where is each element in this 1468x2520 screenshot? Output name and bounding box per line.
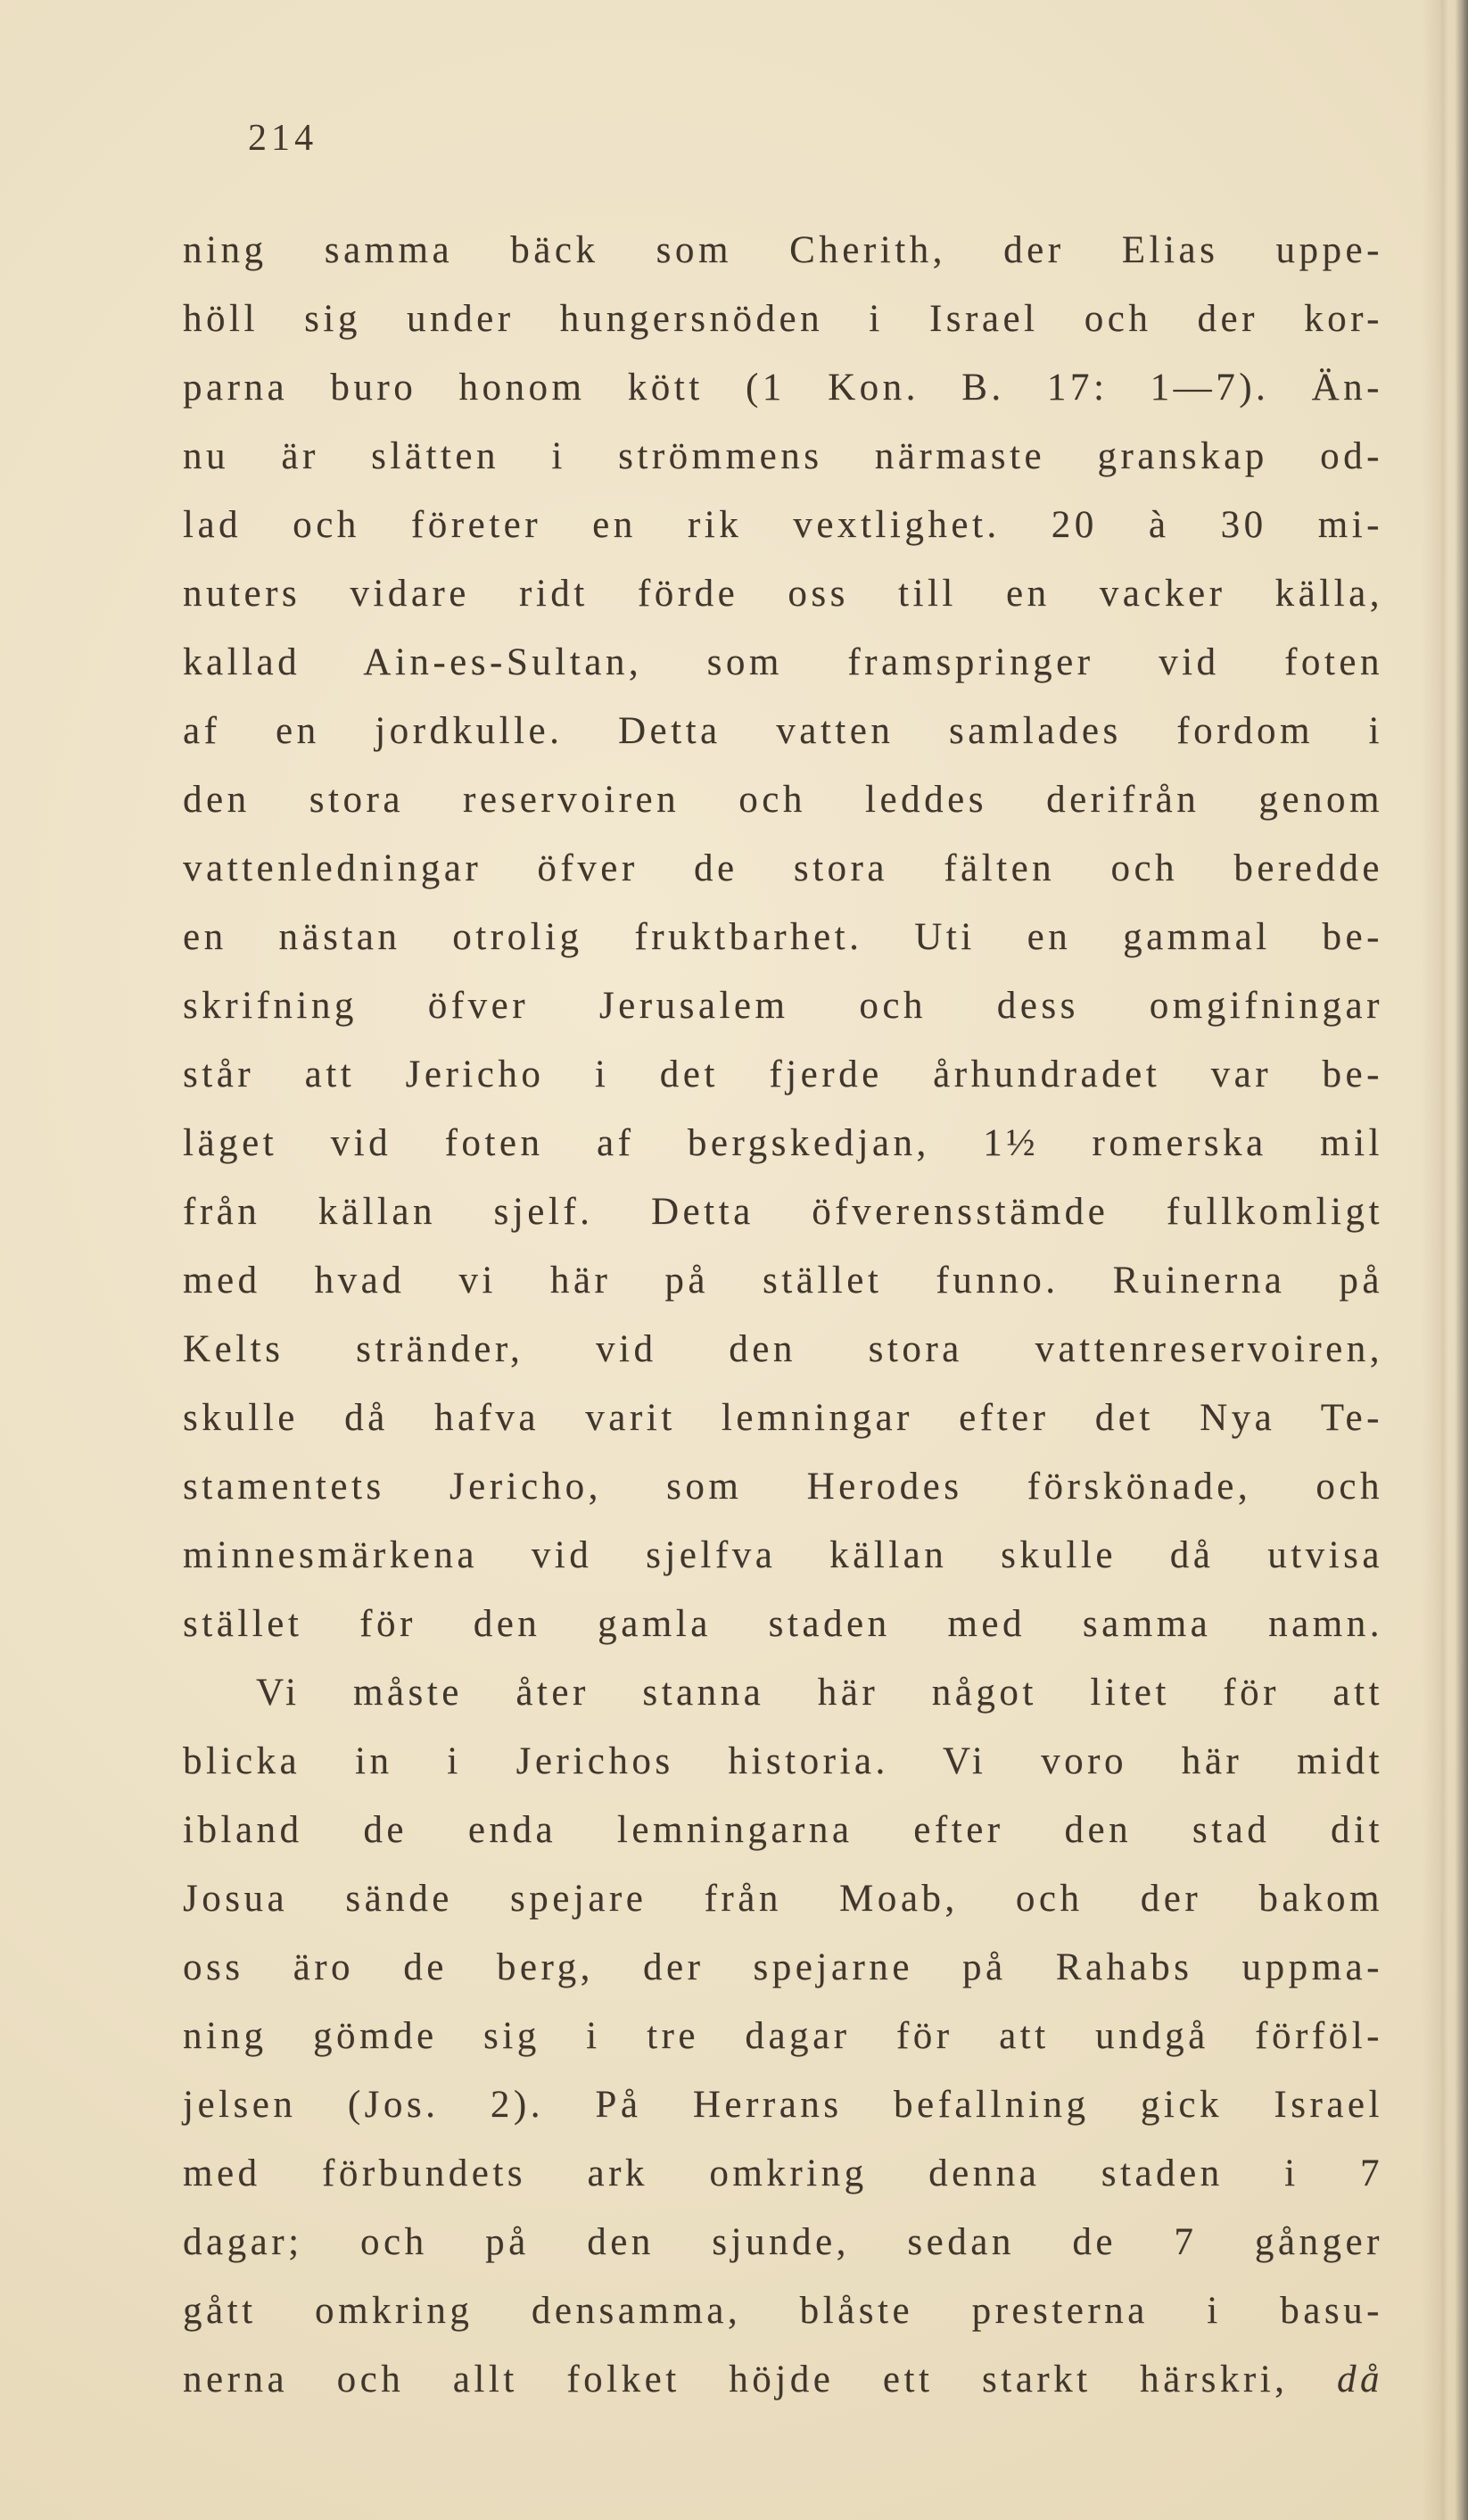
text-line: minnesmärkena vid sjelfva källan skulle då utvisa (183, 1534, 1383, 1576)
text-line: kallad Ain-es-Sultan, som framspringer vid foten (183, 641, 1383, 683)
text-line: med hvad vi här på stället funno. Ruinerna på (183, 1260, 1383, 1301)
text-line-paragraph-start: Vi måste åter stanna här något litet för att (256, 1672, 1383, 1714)
text-line: en nästan otrolig fruktbarhet. Uti en gammal be- (183, 916, 1383, 958)
text-line: Josua sände spejare från Moab, och der bakom (183, 1878, 1383, 1920)
italic-word: då (1336, 2359, 1383, 2400)
text-line: stamentets Jericho, som Herodes förskönade, och (183, 1466, 1383, 1508)
text-line: stället för den gamla staden med samma namn. (183, 1603, 1383, 1645)
text-line: vattenledningar öfver de stora fälten och beredde (183, 847, 1383, 889)
text-line: ning gömde sig i tre dagar för att undgå förföl- (183, 2015, 1383, 2057)
text-line: lad och företer en rik vextlighet. 20 à 30 mi- (183, 504, 1383, 546)
page-edge-shadow (1422, 0, 1468, 2520)
text-line: Kelts stränder, vid den stora vattenreservoiren, (183, 1328, 1383, 1370)
body-text (183, 216, 1383, 2414)
text-line: dagar; och på den sjunde, sedan de 7 gånger (183, 2221, 1383, 2263)
text-line: nuters vidare ridt förde oss till en vacker källa, (183, 573, 1383, 615)
text-line-last (183, 2345, 1383, 2414)
text-line: står att Jericho i det fjerde århundradet var be- (183, 1053, 1383, 1095)
text-line: nu är slätten i strömmens närmaste granskap od- (183, 435, 1383, 477)
last-line-text: nerna och allt folket höjde ett starkt härskri, (183, 2359, 1337, 2400)
text-line: ibland de enda lemningarna efter den stad dit (183, 1809, 1383, 1851)
text-line: gått omkring densamma, blåste presterna i basu- (183, 2290, 1383, 2332)
text-line: med förbundets ark omkring denna staden i 7 (183, 2152, 1383, 2194)
text-line: ning samma bäck som Cherith, der Elias uppe- (183, 229, 1383, 271)
text-line: höll sig under hungersnöden i Israel och der kor- (183, 298, 1383, 340)
text-line: af en jordkulle. Detta vatten samlades fordom i (183, 710, 1383, 752)
text-line: skulle då hafva varit lemningar efter det Nya Te- (183, 1397, 1383, 1439)
text-line: oss äro de berg, der spejarne på Rahabs uppma- (183, 1946, 1383, 1988)
text-line: den stora reservoiren och leddes derifrån genom (183, 779, 1383, 821)
text-line: jelsen (Jos. 2). På Herrans befallning gick Israel (183, 2084, 1383, 2126)
page-number: 214 (248, 118, 318, 159)
text-line: läget vid foten af bergskedjan, 1½ romerska mil (183, 1122, 1383, 1164)
text-line: blicka in i Jerichos historia. Vi voro här midt (183, 1740, 1383, 1782)
text-line: från källan sjelf. Detta öfverensstämde fullkomligt (183, 1191, 1383, 1233)
text-line: parna buro honom kött (1 Kon. B. 17: 1—7). Än- (183, 367, 1383, 409)
text-line: skrifning öfver Jerusalem och dess omgifningar (183, 985, 1383, 1027)
